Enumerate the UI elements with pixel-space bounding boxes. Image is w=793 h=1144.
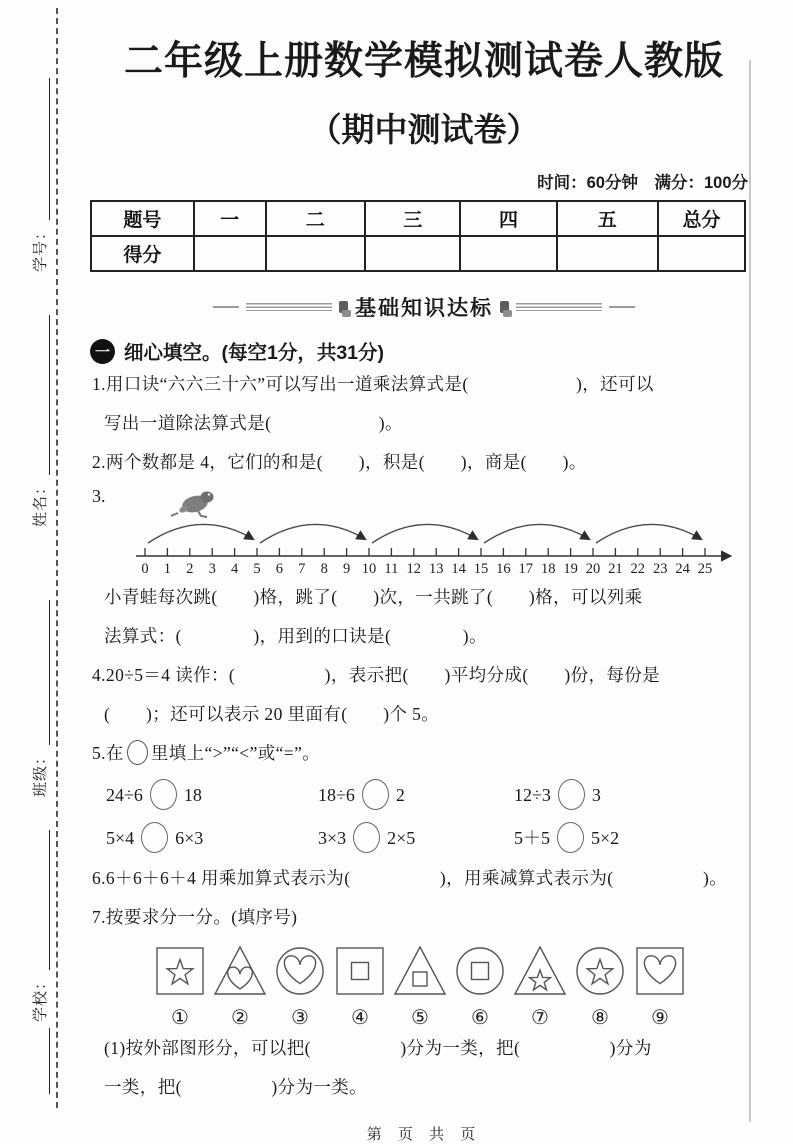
- comparison-item: [514, 822, 758, 853]
- question-3-line2: 法算式：( )，用到的口诀是( )。: [104, 626, 487, 646]
- banner-line-right-cap: [609, 306, 635, 308]
- triangle-with-star-icon: [512, 943, 568, 999]
- shape-index-label: ①: [171, 1005, 189, 1029]
- section-one-number-icon: 一: [90, 339, 115, 364]
- question-4-line1: 4.20÷5＝4 读作：( )，表示把( )平均分成( )份，每份是: [92, 665, 661, 685]
- number-line-figure: [132, 484, 744, 578]
- svg-text:12: 12: [406, 561, 422, 577]
- margin-field-label: 班级：: [32, 748, 49, 797]
- section-banner: [90, 292, 758, 322]
- score-cell-empty: [658, 236, 745, 271]
- score-cell-empty: [557, 236, 658, 271]
- question-5-prefix: 5.在: [92, 743, 124, 763]
- question-7-sub1-line2: 一类，把( )分为一类。: [104, 1077, 368, 1097]
- banner-title: 基础知识达标: [355, 297, 493, 320]
- paper-content: [90, 0, 758, 1144]
- page-footer: 第 页 共 页: [366, 1126, 482, 1143]
- question-3-number: 3.: [92, 486, 106, 506]
- svg-text:14: 14: [451, 561, 466, 577]
- margin-field-label: 姓名：: [32, 478, 49, 527]
- comparison-row: [90, 816, 758, 859]
- shape-item-triangle-square: [392, 943, 448, 1029]
- shape-index-label: ③: [291, 1005, 309, 1029]
- comparison-right-expression: 3: [591, 785, 601, 805]
- shape-index-label: ⑨: [651, 1005, 669, 1029]
- margin-field-blank-line: [28, 1028, 50, 1094]
- question-1-line1: 1.用口诀“六六三十六”可以写出一道乘法算式是( )，还可以: [92, 374, 654, 394]
- comparison-left-expression: 5＋5: [514, 828, 550, 848]
- score-cell-empty: [266, 236, 365, 271]
- shape-item-triangle-star: [512, 943, 568, 1029]
- shape-index-label: ⑧: [591, 1005, 609, 1029]
- question-3-figure: [90, 484, 758, 578]
- comparison-right-expression: 2×5: [387, 828, 416, 848]
- question-4-line2: ( )；还可以表示 20 里面有( )个 5。: [104, 704, 440, 724]
- fill-circle-icon: [127, 740, 148, 765]
- comparison-item: [106, 779, 318, 810]
- score-table: [90, 200, 746, 272]
- svg-text:4: 4: [230, 561, 239, 577]
- triangle-with-heart-icon: [212, 943, 268, 999]
- score-cell-empty: [365, 236, 460, 271]
- square-with-square-icon: [332, 943, 388, 999]
- shape-item-square-square: [332, 943, 388, 1029]
- margin-field-4: [16, 830, 50, 1022]
- margin-field-label: 学校：: [32, 973, 49, 1022]
- shape-index-label: ⑥: [471, 1005, 489, 1029]
- margin-field-3: [16, 600, 50, 797]
- triangle-with-square-icon: [392, 943, 448, 999]
- paper-title: 二年级上册数学模拟测试卷人教版: [123, 40, 724, 83]
- comparison-right-expression: 6×3: [175, 828, 204, 848]
- svg-text:23: 23: [652, 561, 668, 577]
- frog-icon: [171, 492, 214, 518]
- score-table-col-header: 一: [194, 201, 266, 236]
- question-5-suffix: 里填上“>”“<”或“=”。: [150, 743, 321, 763]
- margin-field-blank-line: [28, 315, 50, 475]
- score-table-corner: 题号: [91, 201, 194, 236]
- svg-text:15: 15: [473, 561, 489, 577]
- svg-text:17: 17: [518, 561, 534, 577]
- margin-field-label: 学号：: [32, 223, 49, 272]
- svg-text:6: 6: [275, 561, 284, 577]
- score-cell-empty: [460, 236, 556, 271]
- svg-text:5: 5: [253, 561, 261, 577]
- score-row-label: 得分: [91, 236, 194, 271]
- score-table-col-header: 四: [460, 201, 556, 236]
- banner-ornament-left-icon: [339, 301, 348, 313]
- question-5-title: [90, 734, 758, 773]
- comparison-item: [318, 779, 514, 810]
- shape-item-triangle-heart: [212, 943, 268, 1029]
- comparison-left-expression: 3×3: [318, 828, 347, 848]
- margin-field-1: [16, 78, 50, 272]
- svg-text:10: 10: [361, 561, 377, 577]
- svg-text:20: 20: [585, 561, 601, 577]
- shape-item-circle-star: [572, 943, 628, 1029]
- margin-field-blank-line: [28, 600, 50, 745]
- score-table-col-header: 五: [557, 201, 658, 236]
- shape-index-label: ②: [231, 1005, 249, 1029]
- seal-dashed-line: [56, 8, 58, 1108]
- answer-circle-icon: [557, 822, 584, 853]
- svg-text:24: 24: [675, 561, 690, 577]
- banner-ornament-right-icon: [500, 301, 509, 313]
- question-1-line2: 写出一道除法算式是( )。: [104, 413, 403, 433]
- section-one-heading: [90, 337, 758, 365]
- comparison-item: [514, 779, 758, 810]
- margin-field-blank-line: [28, 830, 50, 970]
- score-cell-empty: [194, 236, 266, 271]
- comparison-item: [106, 822, 318, 853]
- svg-text:19: 19: [563, 561, 578, 577]
- shape-item-circle-square: [452, 943, 508, 1029]
- margin-field-blank-line: [28, 78, 50, 220]
- question-3-line1: 小青蛙每次跳( )格，跳了( )次，一共跳了( )格，可以列乘: [104, 587, 643, 607]
- svg-text:9: 9: [342, 561, 351, 577]
- question-7-sub1-line1: (1)按外部图形分，可以把( )分为一类，把( )分为: [104, 1038, 652, 1058]
- svg-text:3: 3: [208, 561, 216, 577]
- comparison-left-expression: 18÷6: [318, 785, 355, 805]
- question-7-title: 7.按要求分一分。(填序号): [92, 907, 298, 927]
- comparison-left-expression: 12÷3: [514, 785, 551, 805]
- svg-text:16: 16: [496, 561, 511, 577]
- shape-index-label: ⑤: [411, 1005, 429, 1029]
- section-one-title: 细心填空。(每空1分，共31分): [124, 342, 385, 364]
- score-table-col-header: 总分: [658, 201, 745, 236]
- svg-text:25: 25: [697, 561, 713, 577]
- time-score-meta: 时间：60分钟 满分：100分: [537, 174, 748, 192]
- square-with-star-icon: [152, 943, 208, 999]
- shape-item-square-star: [152, 943, 208, 1029]
- circle-with-heart-icon: [272, 943, 328, 999]
- score-table-col-header: 三: [365, 201, 460, 236]
- comparison-left-expression: 24÷6: [106, 785, 143, 805]
- answer-circle-icon: [150, 779, 177, 810]
- comparison-item: [318, 822, 514, 853]
- answer-circle-icon: [558, 779, 585, 810]
- answer-circle-icon: [362, 779, 389, 810]
- svg-text:7: 7: [298, 561, 306, 577]
- svg-text:0: 0: [141, 561, 149, 577]
- shape-index-label: ⑦: [531, 1005, 549, 1029]
- banner-stripe-right: [516, 303, 602, 311]
- square-with-heart-icon: [632, 943, 688, 999]
- comparison-right-expression: 2: [395, 785, 405, 805]
- svg-text:18: 18: [540, 561, 556, 577]
- score-table-col-header: 二: [266, 201, 365, 236]
- answer-circle-icon: [353, 822, 380, 853]
- svg-text:1: 1: [163, 561, 172, 577]
- circle-with-star-icon: [572, 943, 628, 999]
- question-6: 6.6＋6＋6＋4 用乘加算式表示为( )，用乘减算式表示为( )。: [92, 868, 728, 888]
- answer-circle-icon: [141, 822, 168, 853]
- svg-text:13: 13: [428, 561, 444, 577]
- comparison-left-expression: 5×4: [106, 828, 135, 848]
- question-2: 2.两个数都是 4，它们的和是( )，积是( )，商是( )。: [92, 452, 587, 472]
- shape-index-label: ④: [351, 1005, 369, 1029]
- svg-text:22: 22: [630, 561, 646, 577]
- shape-item-square-heart: [632, 943, 688, 1029]
- svg-text:2: 2: [186, 561, 194, 577]
- shape-item-circle-heart: [272, 943, 328, 1029]
- svg-text:11: 11: [384, 561, 399, 577]
- margin-tail-line: [16, 1028, 50, 1094]
- question-7-shapes: [152, 943, 758, 1029]
- comparison-right-expression: 18: [183, 785, 202, 805]
- banner-line-left-cap: [213, 306, 239, 308]
- comparison-row: [90, 773, 758, 816]
- svg-text:8: 8: [320, 561, 328, 577]
- svg-text:21: 21: [608, 561, 623, 577]
- paper-subtitle: （期中测试卷）: [308, 111, 540, 148]
- question-5-comparisons: [90, 773, 758, 859]
- circle-with-square-icon: [452, 943, 508, 999]
- comparison-right-expression: 5×2: [591, 828, 620, 848]
- margin-field-2: [16, 315, 50, 527]
- banner-stripe-left: [246, 303, 332, 311]
